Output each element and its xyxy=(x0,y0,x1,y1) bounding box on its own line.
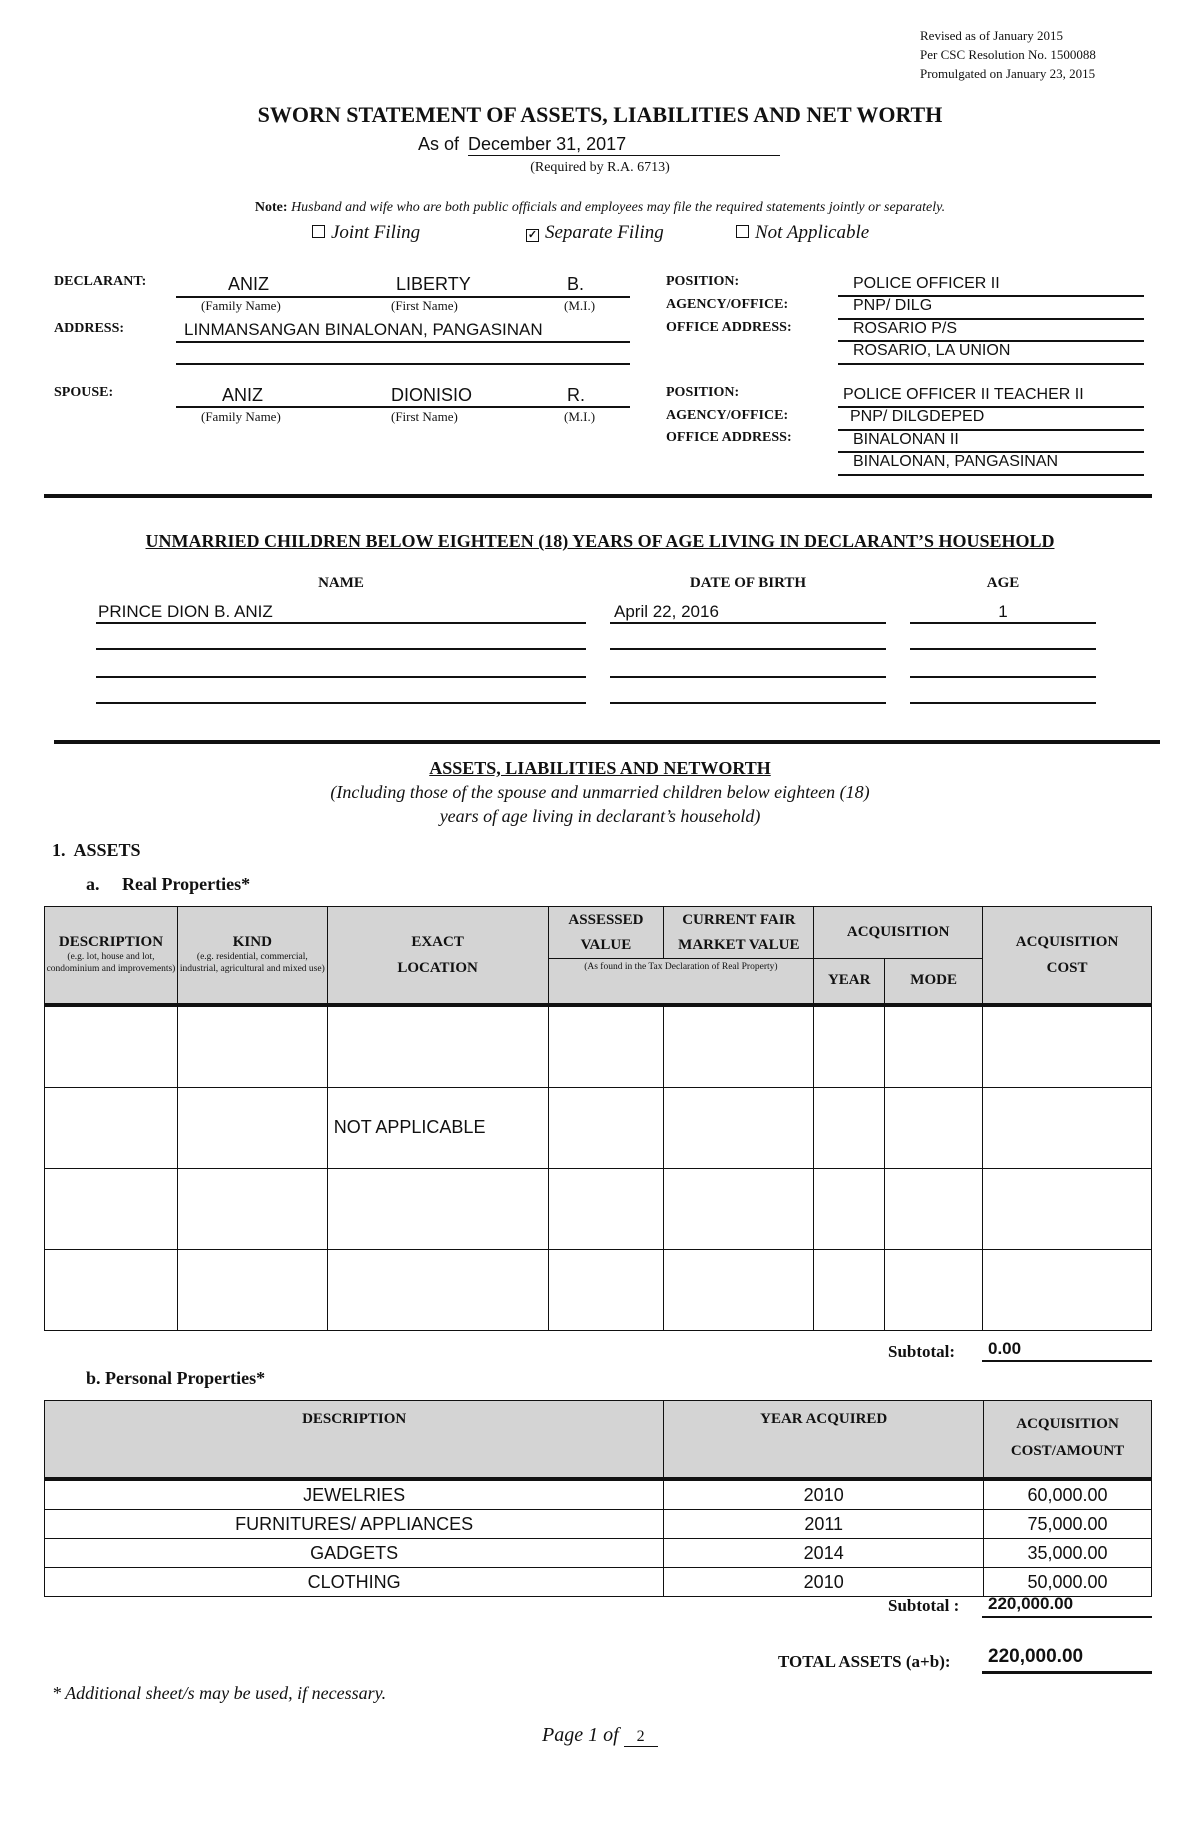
filing-separate[interactable] xyxy=(526,222,664,244)
rp-h-value: VALUE xyxy=(580,936,632,953)
spouse-office-address-label: OFFICE ADDRESS: xyxy=(666,430,792,445)
pp-subtotal-label: Subtotal : xyxy=(888,1596,960,1615)
rp-h-acq-cost-1: ACQUISITION xyxy=(1015,933,1119,950)
na-label: Not Applicable xyxy=(755,222,870,243)
spouse-office-address-line-2 xyxy=(838,474,1144,476)
declarant-mi: B. xyxy=(567,274,585,294)
joint-checkbox-icon[interactable] xyxy=(312,225,325,238)
rp-cell xyxy=(885,1168,983,1249)
spouse-family-name: ANIZ xyxy=(222,385,264,405)
spouse-family-caption: (Family Name) xyxy=(201,409,281,424)
na-checkbox-icon[interactable] xyxy=(736,225,749,238)
rp-subtotal-label: Subtotal: xyxy=(888,1342,956,1361)
filing-joint[interactable] xyxy=(312,222,420,244)
rp-cell xyxy=(177,1249,327,1330)
position-label: POSITION: xyxy=(666,274,740,289)
agency-label: AGENCY/OFFICE: xyxy=(666,297,789,312)
declarant-mi-caption: (M.I.) xyxy=(564,298,596,313)
child-row-line xyxy=(96,676,586,678)
personal-properties-heading: b. Personal Properties* xyxy=(86,1368,266,1388)
office-address-label: OFFICE ADDRESS: xyxy=(666,320,792,335)
rp-h-description: DESCRIPTION xyxy=(58,934,164,951)
pp-cost: 60,000.00 xyxy=(984,1479,1152,1510)
pp-row xyxy=(45,1479,1152,1510)
filing-not-applicable[interactable] xyxy=(736,222,869,244)
rp-cell xyxy=(45,1087,178,1168)
rp-cell xyxy=(548,1005,664,1088)
spouse-name-line xyxy=(176,406,630,408)
rp-cell xyxy=(45,1005,178,1088)
rp-header-location xyxy=(327,907,548,1005)
rp-h-market: MARKET VALUE xyxy=(678,936,800,953)
alnw-title: ASSETS, LIABILITIES AND NETWORTH xyxy=(429,758,771,778)
as-of-line xyxy=(418,134,818,156)
rp-h-assessed: ASSESSED xyxy=(568,911,644,928)
rp-cell xyxy=(548,1249,664,1330)
pp-description: GADGETS xyxy=(45,1539,664,1568)
pp-h-cost-1: ACQUISITION xyxy=(1016,1416,1119,1432)
rp-cell xyxy=(814,1087,885,1168)
rp-header-taxdec xyxy=(548,959,814,1005)
rp-cell xyxy=(983,1005,1152,1088)
address-label: ADDRESS: xyxy=(54,321,125,336)
required-text: (Required by R.A. 6713) xyxy=(530,160,670,175)
pp-header-cost xyxy=(984,1401,1152,1480)
child-row-line xyxy=(610,648,886,650)
rp-row xyxy=(45,1249,1152,1330)
rp-cell xyxy=(814,1005,885,1088)
rp-header-acq-cost xyxy=(983,907,1152,1005)
rp-header-kind xyxy=(177,907,327,1005)
section-divider-1 xyxy=(44,494,1152,498)
spouse-mi: R. xyxy=(567,385,585,405)
revision-info xyxy=(920,26,1096,83)
rp-cell xyxy=(814,1168,885,1249)
note-line xyxy=(0,200,1200,216)
section-divider-2 xyxy=(54,740,1160,744)
address-line-1 xyxy=(176,341,630,343)
rp-cell xyxy=(177,1168,327,1249)
rp-cell xyxy=(327,1168,548,1249)
declarant-agency: PNP/ DILG xyxy=(853,297,933,314)
pp-year: 2010 xyxy=(664,1479,984,1510)
pp-row xyxy=(45,1539,1152,1568)
spouse-mi-caption: (M.I.) xyxy=(564,409,596,424)
rp-cell xyxy=(548,1087,664,1168)
child-row-line xyxy=(910,622,1096,624)
rp-h-current: CURRENT FAIR xyxy=(682,911,796,928)
children-col-dob: DATE OF BIRTH xyxy=(689,575,807,591)
declarant-position: POLICE OFFICER II xyxy=(853,275,1000,292)
declarant-first-name: LIBERTY xyxy=(396,274,471,294)
rp-cell xyxy=(814,1249,885,1330)
separate-label: Separate Filing xyxy=(545,222,664,243)
spouse-first-caption: (First Name) xyxy=(391,409,458,424)
rp-cell xyxy=(885,1249,983,1330)
spouse-position: POLICE OFFICER II TEACHER II xyxy=(843,386,1084,403)
rp-cell xyxy=(177,1087,327,1168)
joint-label: Joint Filing xyxy=(331,222,421,243)
assets-heading: 1. ASSETS xyxy=(52,840,141,860)
rp-h-description-note: (e.g. lot, house and lot, condominium and improvements) xyxy=(46,952,176,975)
rp-header-acquisition: ACQUISITION xyxy=(814,907,983,959)
child-row-line xyxy=(610,676,886,678)
pp-header-description: DESCRIPTION xyxy=(45,1401,664,1480)
pp-cost: 35,000.00 xyxy=(984,1539,1152,1568)
promulgated-text: Promulgated on January 23, 2015 xyxy=(920,66,1096,81)
pp-header-year: YEAR ACQUIRED xyxy=(664,1401,984,1480)
spouse-label: SPOUSE: xyxy=(54,385,114,400)
rp-header-year: YEAR xyxy=(814,959,885,1005)
spouse-position-label: POSITION: xyxy=(666,385,740,400)
child-age: 1 xyxy=(998,602,1008,621)
rp-cell xyxy=(327,1249,548,1330)
child-row-line xyxy=(610,622,886,624)
rp-cell xyxy=(664,1005,814,1088)
pp-cost: 75,000.00 xyxy=(984,1510,1152,1539)
rp-header-market xyxy=(664,907,814,959)
personal-properties-table xyxy=(44,1400,1152,1597)
declarant-family-name: ANIZ xyxy=(228,274,270,294)
child-dob: April 22, 2016 xyxy=(614,602,719,621)
page-title: SWORN STATEMENT OF ASSETS, LIABILITIES AND NET WORTH xyxy=(257,102,943,127)
rp-cell xyxy=(885,1005,983,1088)
child-row-line xyxy=(910,676,1096,678)
rp-row xyxy=(45,1168,1152,1249)
rp-cell xyxy=(983,1168,1152,1249)
rp-h-acq-cost-2: COST xyxy=(1046,959,1088,976)
rp-h-location: LOCATION xyxy=(397,959,478,976)
pp-year: 2010 xyxy=(664,1568,984,1597)
rp-h-taxdec: (As found in the Tax Declaration of Real Property) xyxy=(584,962,778,972)
pp-subtotal-line xyxy=(982,1616,1152,1618)
rp-header-description xyxy=(45,907,178,1005)
revised-text: Revised as of January 2015 xyxy=(920,28,1063,43)
separate-checkbox-icon[interactable]: ✓ xyxy=(527,229,538,241)
rp-header-mode: MODE xyxy=(885,959,983,1005)
pp-cost: 50,000.00 xyxy=(984,1568,1152,1597)
rp-cell xyxy=(548,1168,664,1249)
child-row-line xyxy=(910,648,1096,650)
as-of-label: As of xyxy=(418,134,460,154)
address-line-2 xyxy=(176,363,630,365)
rp-cell xyxy=(983,1249,1152,1330)
real-properties-heading: a. Real Properties* xyxy=(86,874,251,894)
rp-cell xyxy=(45,1168,178,1249)
page-label: Page 1 of xyxy=(542,1724,619,1746)
declarant-office-address-1: ROSARIO P/S xyxy=(853,320,958,337)
rp-cell xyxy=(664,1168,814,1249)
spouse-agency: PNP/ DILGDEPED xyxy=(850,408,985,425)
pp-description: CLOTHING xyxy=(45,1568,664,1597)
resolution-text: Per CSC Resolution No. 1500088 xyxy=(920,47,1096,62)
child-name: PRINCE DION B. ANIZ xyxy=(98,602,273,621)
pp-row xyxy=(45,1568,1152,1597)
rp-cell xyxy=(664,1087,814,1168)
pp-subtotal-value: 220,000.00 xyxy=(988,1594,1074,1613)
declarant-label: DECLARANT: xyxy=(54,274,147,289)
rp-not-applicable: NOT APPLICABLE xyxy=(327,1087,548,1168)
rp-row xyxy=(45,1087,1152,1168)
total-assets-value: 220,000.00 xyxy=(988,1646,1084,1667)
page-total: 2 xyxy=(624,1728,658,1747)
declarant-address: LINMANSANGAN BINALONAN, PANGASINAN xyxy=(184,320,543,339)
declarant-family-caption: (Family Name) xyxy=(201,298,281,313)
note-label: Note: xyxy=(254,200,288,215)
pp-year: 2014 xyxy=(664,1539,984,1568)
pp-h-cost-2: COST/AMOUNT xyxy=(1010,1443,1125,1459)
rp-subtotal-value: 0.00 xyxy=(988,1339,1022,1358)
additional-sheet-note: * Additional sheet/s may be used, if necessary. xyxy=(52,1683,387,1703)
pp-year: 2011 xyxy=(664,1510,984,1539)
alnw-subtitle-1: (Including those of the spouse and unmarried children below eighteen (18) xyxy=(330,782,870,802)
pp-row xyxy=(45,1510,1152,1539)
rp-cell xyxy=(885,1087,983,1168)
real-properties-table xyxy=(44,906,1152,1331)
rp-row xyxy=(45,1005,1152,1088)
rp-h-kind-note: (e.g. residential, commercial, industrial, agricultural and mixed use) xyxy=(179,952,325,975)
spouse-office-address-1: BINALONAN II xyxy=(853,431,959,448)
total-assets-label: TOTAL ASSETS (a+b): xyxy=(778,1652,951,1671)
spouse-first-name: DIONISIO xyxy=(391,385,473,405)
children-col-name: NAME xyxy=(318,575,364,591)
children-col-age: AGE xyxy=(986,575,1020,591)
child-row-line xyxy=(96,622,586,624)
alnw-subtitle-2: years of age living in declarant’s household) xyxy=(439,806,761,826)
children-title: UNMARRIED CHILDREN BELOW EIGHTEEN (18) YEARS OF AGE LIVING IN DECLARANT’S HOUSEHOLD xyxy=(145,531,1055,551)
spouse-office-address-2: BINALONAN, PANGASINAN xyxy=(853,453,1059,470)
declarant-office-address-2: ROSARIO, LA UNION xyxy=(853,342,1011,359)
spouse-agency-label: AGENCY/OFFICE: xyxy=(666,408,789,423)
page-indicator xyxy=(542,1724,658,1747)
rp-cell xyxy=(177,1005,327,1088)
as-of-value: December 31, 2017 xyxy=(468,134,780,156)
child-row-line xyxy=(96,702,586,704)
office-address-line-2 xyxy=(838,363,1144,365)
child-row-line xyxy=(96,648,586,650)
rp-subtotal-line xyxy=(982,1360,1152,1362)
rp-cell xyxy=(327,1005,548,1088)
child-row-line xyxy=(910,702,1096,704)
rp-header-assessed xyxy=(548,907,664,959)
pp-description: FURNITURES/ APPLIANCES xyxy=(45,1510,664,1539)
note-text: Husband and wife who are both public officials and employees may file the required statements jointly or separately. xyxy=(291,200,946,215)
child-row-line xyxy=(610,702,886,704)
rp-cell xyxy=(983,1087,1152,1168)
rp-h-exact: EXACT xyxy=(411,933,464,950)
pp-description: JEWELRIES xyxy=(45,1479,664,1510)
rp-h-kind: KIND xyxy=(232,934,272,951)
rp-cell xyxy=(45,1249,178,1330)
declarant-first-caption: (First Name) xyxy=(391,298,458,313)
total-assets-line xyxy=(982,1671,1152,1674)
rp-cell xyxy=(664,1249,814,1330)
